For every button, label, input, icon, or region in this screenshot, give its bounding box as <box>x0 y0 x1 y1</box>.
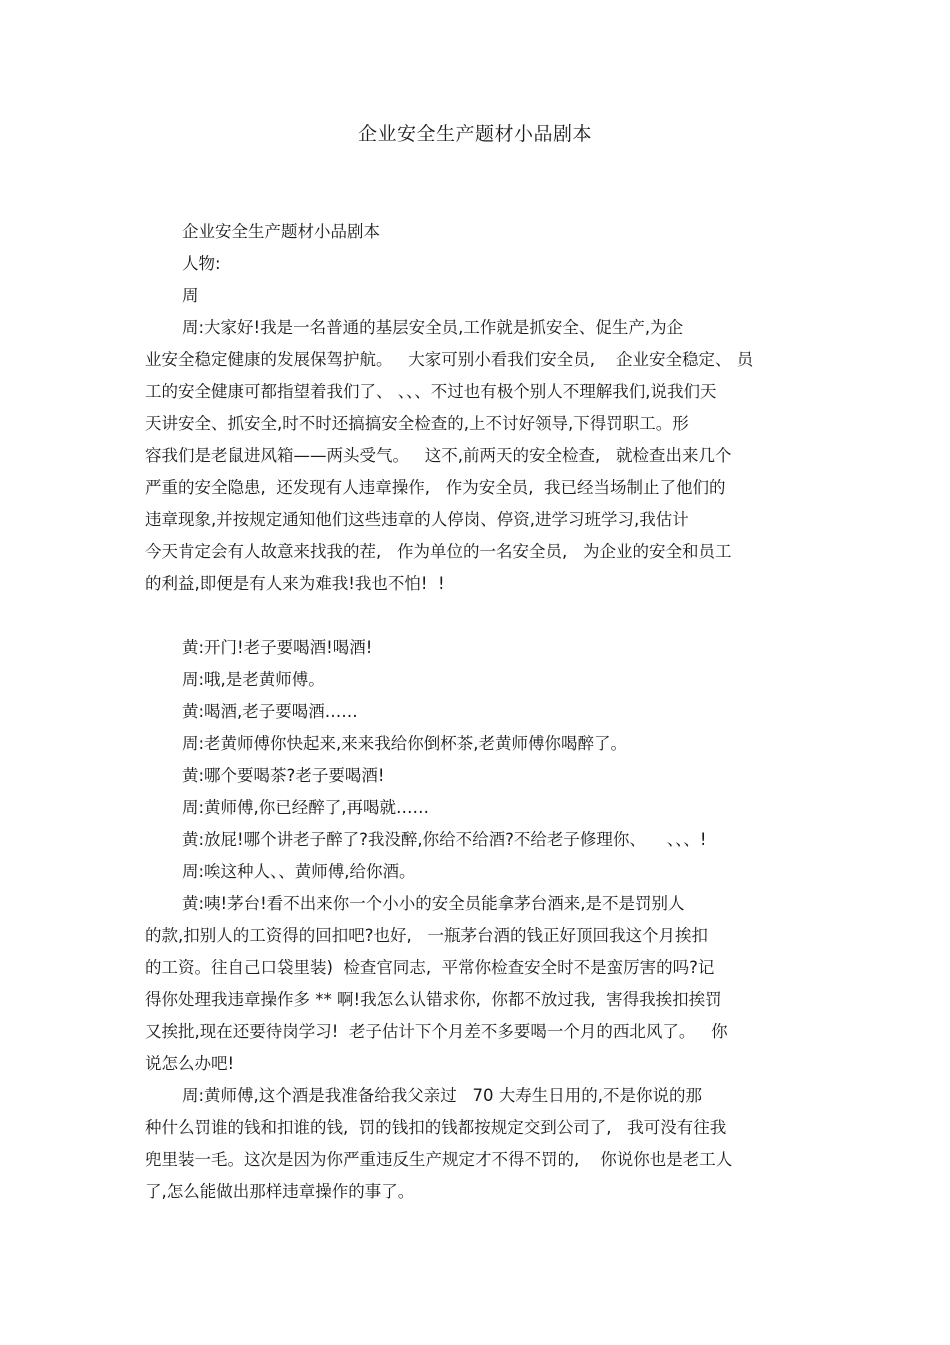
text-line: 周:哦,是老黄师傅。 <box>182 670 325 689</box>
text-line: 人物: <box>182 254 221 273</box>
text-line: 周 <box>182 286 199 305</box>
paragraph-gap <box>145 600 810 632</box>
text-line: 黄:哪个要喝茶?老子要喝酒! <box>182 766 385 785</box>
text-line: 今天肯定会有人故意来找我的茬, 作为单位的一名安全员, 为企业的安全和员工 <box>145 542 732 561</box>
document-body <box>145 216 810 1208</box>
text-line: 得你处理我违章操作多 ** 啊!我怎么认错求你, 你都不放过我, 害得我挨扣挨罚 <box>145 990 722 1009</box>
text-line: 黄:开门!老子要喝酒!喝酒! <box>182 638 373 657</box>
text-line: 的款,扣别人的工资得的回扣吧?也好, 一瓶茅台酒的钱正好顶回我这个月挨扣 <box>145 926 708 945</box>
text-line: 周:唉这种人、、黄师傅,给你酒。 <box>182 862 416 881</box>
text-line: 周:黄师傅,这个酒是我准备给我父亲过 70 大寿生日用的,不是你说的那 <box>182 1086 703 1105</box>
text-line: 黄:咦!茅台!看不出来你一个小小的安全员能拿茅台酒来,是不是罚别人 <box>182 894 685 913</box>
text-line: 的工资。往自己口袋里装) 检查官同志, 平常你检查安全时不是蛮厉害的吗?记 <box>145 958 715 977</box>
text-line: 周:黄师傅,你已经醉了,再喝就…… <box>182 798 430 817</box>
text-line: 的利益,即便是有人来为难我!我也不怕! ! <box>145 574 445 593</box>
document-title: 企业安全生产题材小品剧本 <box>357 123 592 145</box>
text-line: 业安全稳定健康的发展保驾护航。 大家可别小看我们安全员, 企业安全稳定、 员 <box>145 350 754 369</box>
text-line: 工的安全健康可都指望着我们了、 、、、不过也有极个别人不理解我们,说我们天 <box>145 382 717 401</box>
text-line: 黄:放屁!哪个讲老子醉了?我没醉,你给不给酒?不给老子修理你、 、、、! <box>182 830 707 849</box>
text-line: 说怎么办吧! <box>145 1054 235 1073</box>
text-line: 了,怎么能做出那样违章操作的事了。 <box>145 1182 415 1201</box>
text-line: 天讲安全、抓安全,时不时还搞搞安全检查的,上不讨好领导,下得罚职工。形 <box>145 414 689 433</box>
text-line: 企业安全生产题材小品剧本 <box>182 222 380 241</box>
text-line: 又挨批,现在还要待岗学习! 老子估计下个月差不多要喝一个月的西北风了。 你 <box>145 1022 728 1041</box>
text-line: 周:老黄师傅你快起来,来来我给你倒杯茶,老黄师傅你喝醉了。 <box>182 734 628 753</box>
text-line: 兜里装一毛。这次是因为你严重违反生产规定才不得不罚的, 你说你也是老工人 <box>145 1150 733 1169</box>
text-line: 周:大家好!我是一名普通的基层安全员,工作就是抓安全、促生产,为企 <box>182 318 684 337</box>
text-line: 黄:喝酒,老子要喝酒…… <box>182 702 358 721</box>
text-line: 违章现象,并按规定通知他们这些违章的人停岗、停资,进学习班学习,我估计 <box>145 510 689 529</box>
text-line: 种什么罚谁的钱和扣谁的钱, 罚的钱扣的钱都按规定交到公司了, 我可没有往我 <box>145 1118 727 1137</box>
text-line: 容我们是老鼠进风箱——两头受气。 这不,前两天的安全检查, 就检查出来几个 <box>145 446 732 465</box>
text-line: 严重的安全隐患, 还发现有人违章操作, 作为安全员, 我已经当场制止了他们的 <box>145 478 726 497</box>
